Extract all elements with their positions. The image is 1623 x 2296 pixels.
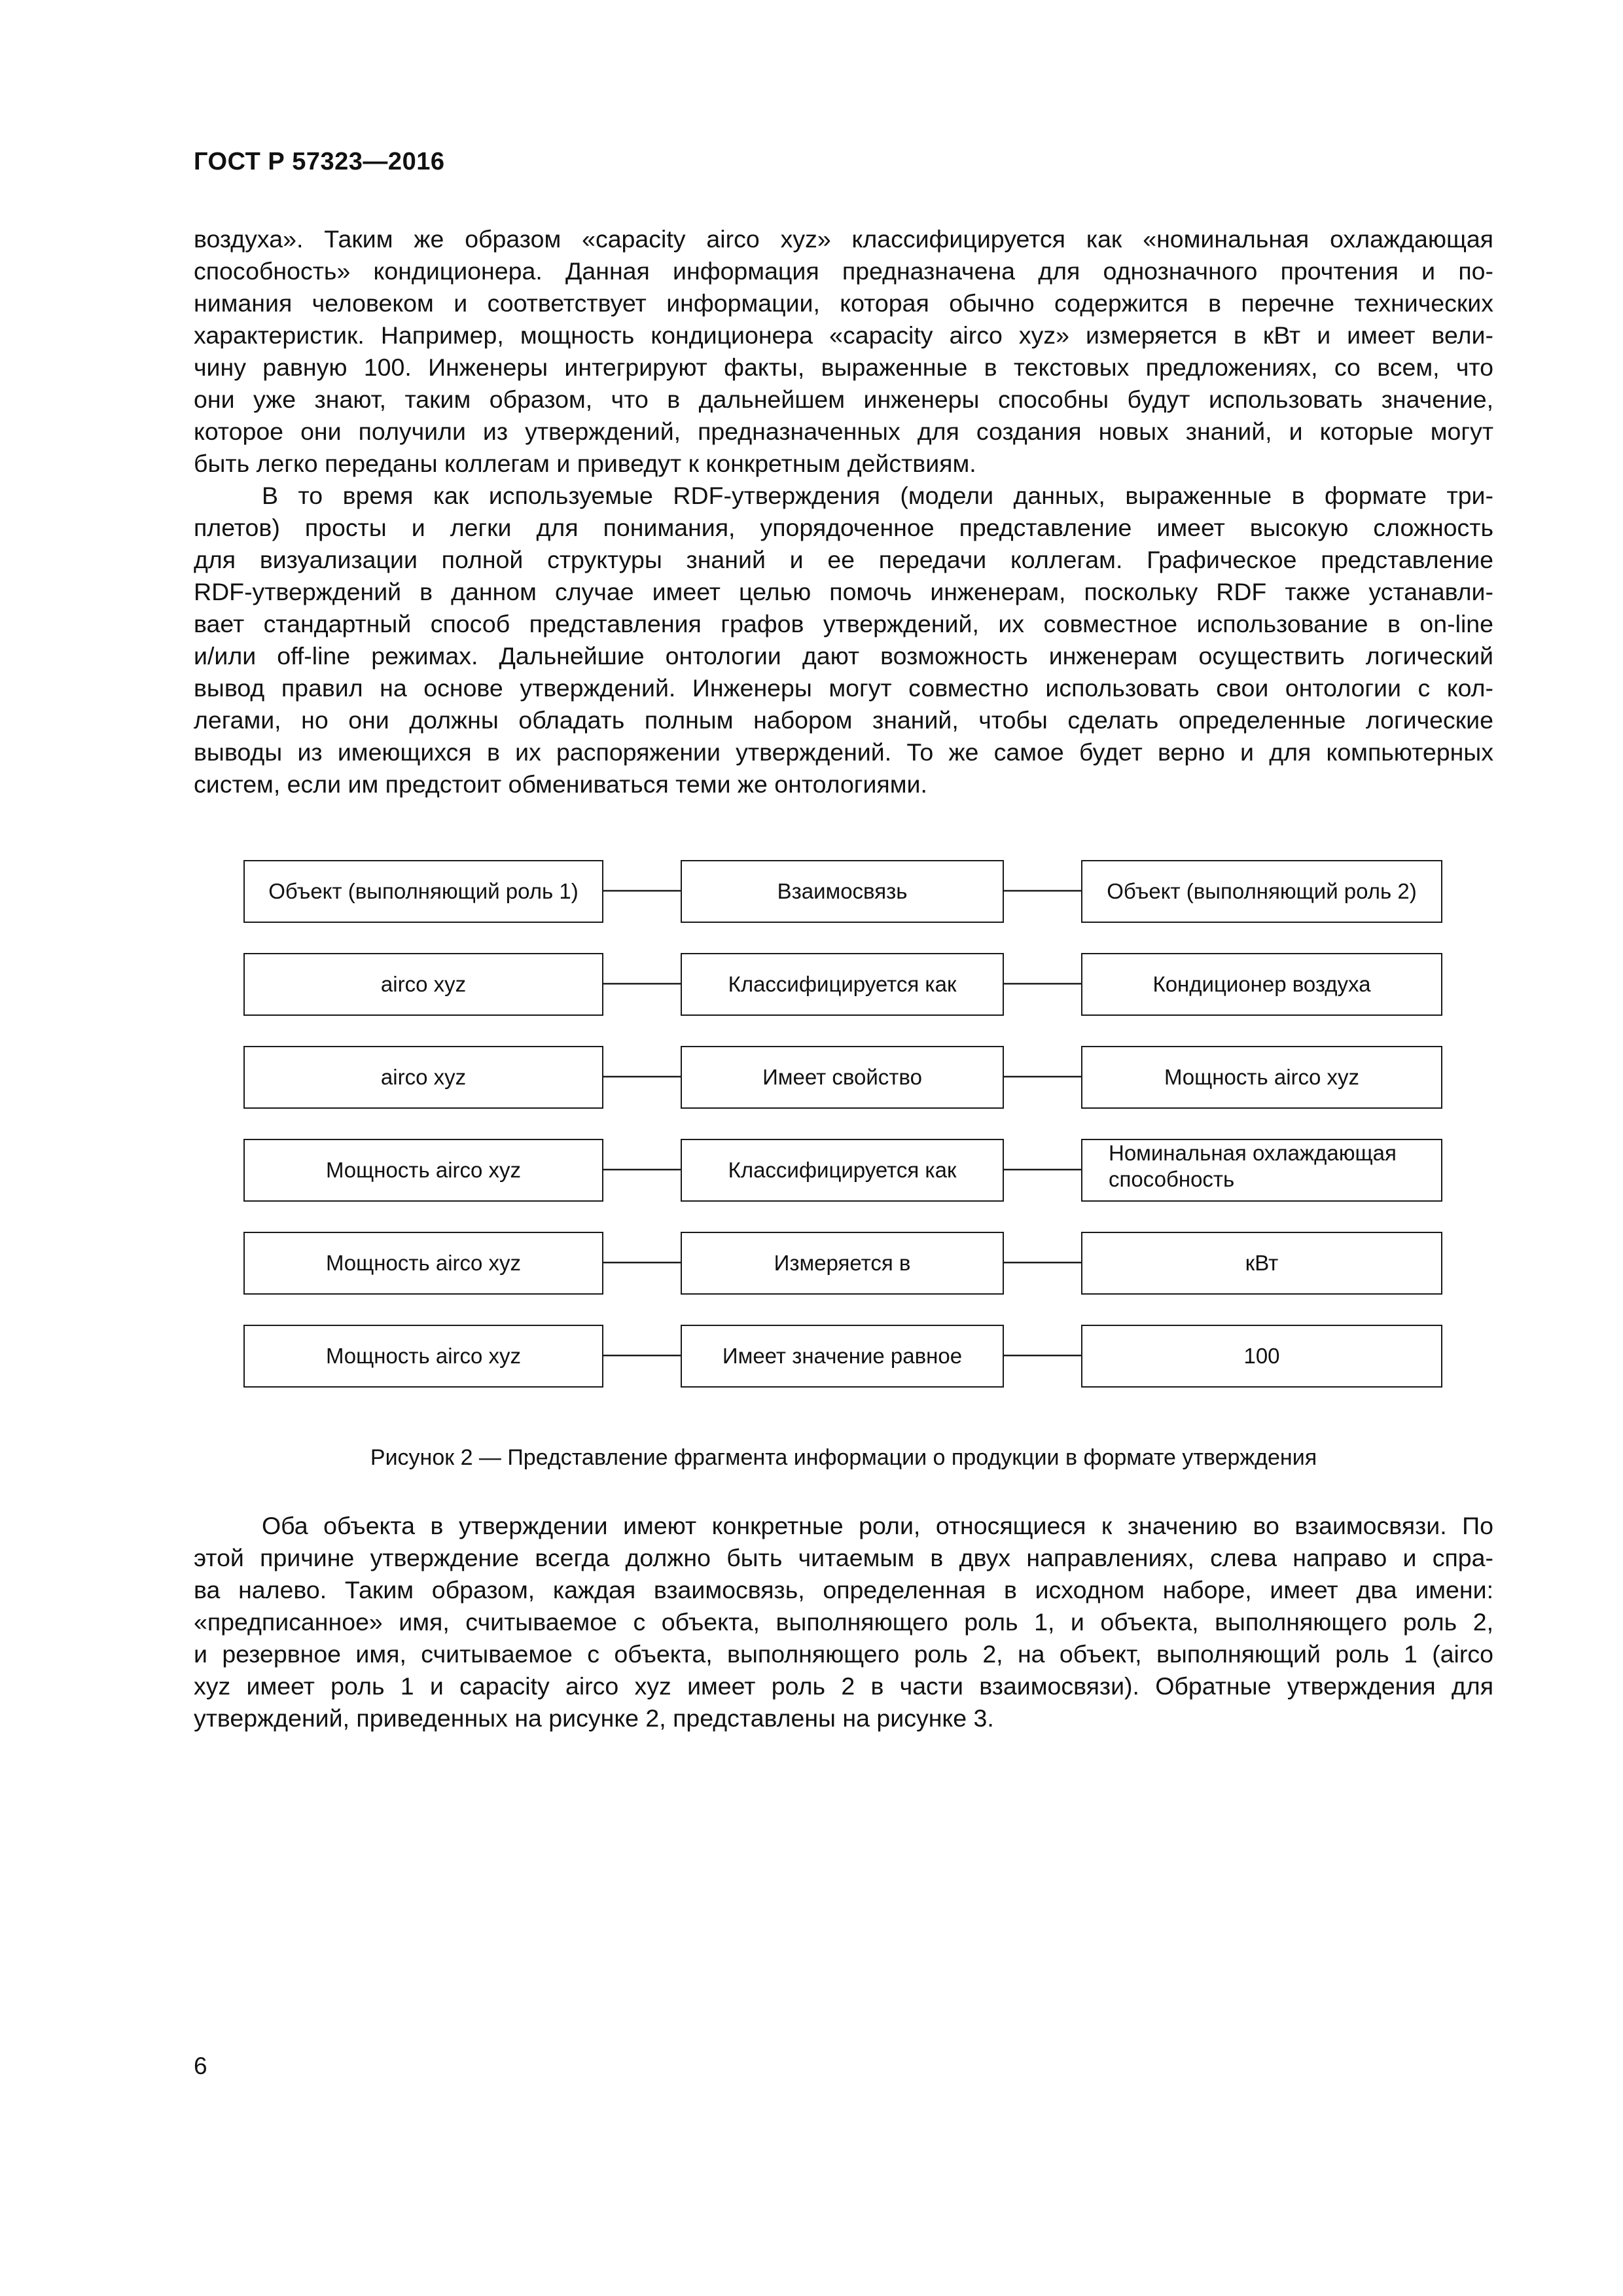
text-line: Оба объекта в утверждении имеют конкретные роли, относящиеся к значению во взаимосвязи. По [262, 1512, 1493, 1539]
text-line: RDF-утверждений в данном случае имеет целью помочь инженерам, поскольку RDF также устанавли- [194, 578, 1493, 605]
page-number: 6 [194, 2053, 207, 2079]
diagram-connectors [243, 860, 1442, 1390]
text-line: вает стандартный способ представления графов утверждений, их совместное использование в on-line [194, 610, 1493, 637]
text-line: легами, но они должны обладать полным набором знаний, чтобы сделать определенные логические [194, 706, 1493, 734]
object-box: Кондиционер воздуха [1081, 953, 1442, 1016]
text-line: плетов) просты и легки для понимания, упорядоченное представление имеет высокую сложность [194, 514, 1493, 541]
text-line: воздуха». Таким же образом «capacity airco xyz» классифицируется как «номинальная охлаждающая [194, 225, 1493, 253]
relation-box: Классифицируется как [681, 1139, 1004, 1202]
text-line: ва налево. Таким образом, каждая взаимосвязь, определенная в исходном наборе, имеет два имени: [194, 1576, 1493, 1604]
text-line: утверждений, приведенных на рисунке 2, представлены на рисунке 3. [194, 1704, 994, 1732]
object-text-line: способность [1109, 1167, 1235, 1191]
figure-caption: Рисунок 2 — Представление фрагмента информации о продукции в формате утверждения [370, 1445, 1317, 1470]
body-text-block-1 [194, 223, 1493, 800]
relation-box: Имеет свойство [681, 1046, 1004, 1109]
text-line: и/или off-line режимах. Дальнейшие онтологии дают возможность инженерам осуществить логический [194, 642, 1493, 670]
document-header: ГОСТ Р 57323—2016 [194, 148, 445, 175]
text-line: xyz имеет роль 1 и capacity airco xyz имеет роль 2 в части взаимосвязи). Обратные утверждения для [194, 1672, 1493, 1700]
text-line: В то время как используемые RDF-утверждения (модели данных, выраженные в формате три- [262, 482, 1493, 509]
text-line: нимания человеком и соответствует информации, которая обычно содержится в перечне технических [194, 289, 1493, 317]
text-line: характеристик. Например, мощность кондиционера «capacity airco xyz» измеряется в кВт и имеет вели- [194, 321, 1493, 349]
text-line: которое они получили из утверждений, предназначенных для создания новых знаний, и которые могут [194, 418, 1493, 445]
relation-box: Взаимосвязь [681, 860, 1004, 923]
relation-box: Имеет значение равное [681, 1325, 1004, 1388]
text-line: они уже знают, таким образом, что в дальнейшем инженеры способны будут использовать значение, [194, 386, 1493, 413]
text-line: выводы из имеющихся в их распоряжении утверждений. То же самое будет верно и для компьютерных [194, 738, 1493, 766]
subject-box: airco xyz [243, 953, 603, 1016]
relation-box: Измеряется в [681, 1232, 1004, 1295]
text-line: для визуализации полной структуры знаний и ее передачи коллегам. Графическое представление [194, 546, 1493, 573]
text-line: этой причине утверждение всегда должно быть читаемым в двух направлениях, слева направо и спра- [194, 1544, 1493, 1571]
text-line: систем, если им предстоит обмениваться теми же онтологиями. [194, 770, 927, 798]
text-line: чину равную 100. Инженеры интегрируют факты, выраженные в текстовых предложениях, со всем, что [194, 353, 1493, 381]
subject-box: Мощность airco xyz [243, 1232, 603, 1295]
subject-box: airco xyz [243, 1046, 603, 1109]
body-text-block-2 [194, 1510, 1493, 1734]
object-box: 100 [1081, 1325, 1442, 1388]
text-line: и резервное имя, считываемое с объекта, выполняющего роль 2, на объект, выполняющий роль 1 (airco [194, 1640, 1493, 1668]
text-line: быть легко переданы коллегам и приведут к конкретным действиям. [194, 450, 976, 477]
text-line: вывод правил на основе утверждений. Инженеры могут совместно использовать свои онтологии с кол- [194, 674, 1493, 702]
object-box: Мощность airco xyz [1081, 1046, 1442, 1109]
subject-box: Мощность airco xyz [243, 1139, 603, 1202]
object-box [1081, 1139, 1442, 1202]
text-line: «предписанное» имя, считываемое с объекта, выполняющего роль 1, и объекта, выполняющего роль 2, [194, 1608, 1493, 1636]
subject-box: Мощность airco xyz [243, 1325, 603, 1388]
triple-diagram [243, 860, 1442, 1390]
object-text-line: Номинальная охлаждающая [1109, 1141, 1397, 1165]
object-box: кВт [1081, 1232, 1442, 1295]
relation-box: Классифицируется как [681, 953, 1004, 1016]
subject-box: Объект (выполняющий роль 1) [243, 860, 603, 923]
object-box: Объект (выполняющий роль 2) [1081, 860, 1442, 923]
text-line: способность» кондиционера. Данная информация предназначена для однозначного прочтения и по- [194, 257, 1493, 285]
